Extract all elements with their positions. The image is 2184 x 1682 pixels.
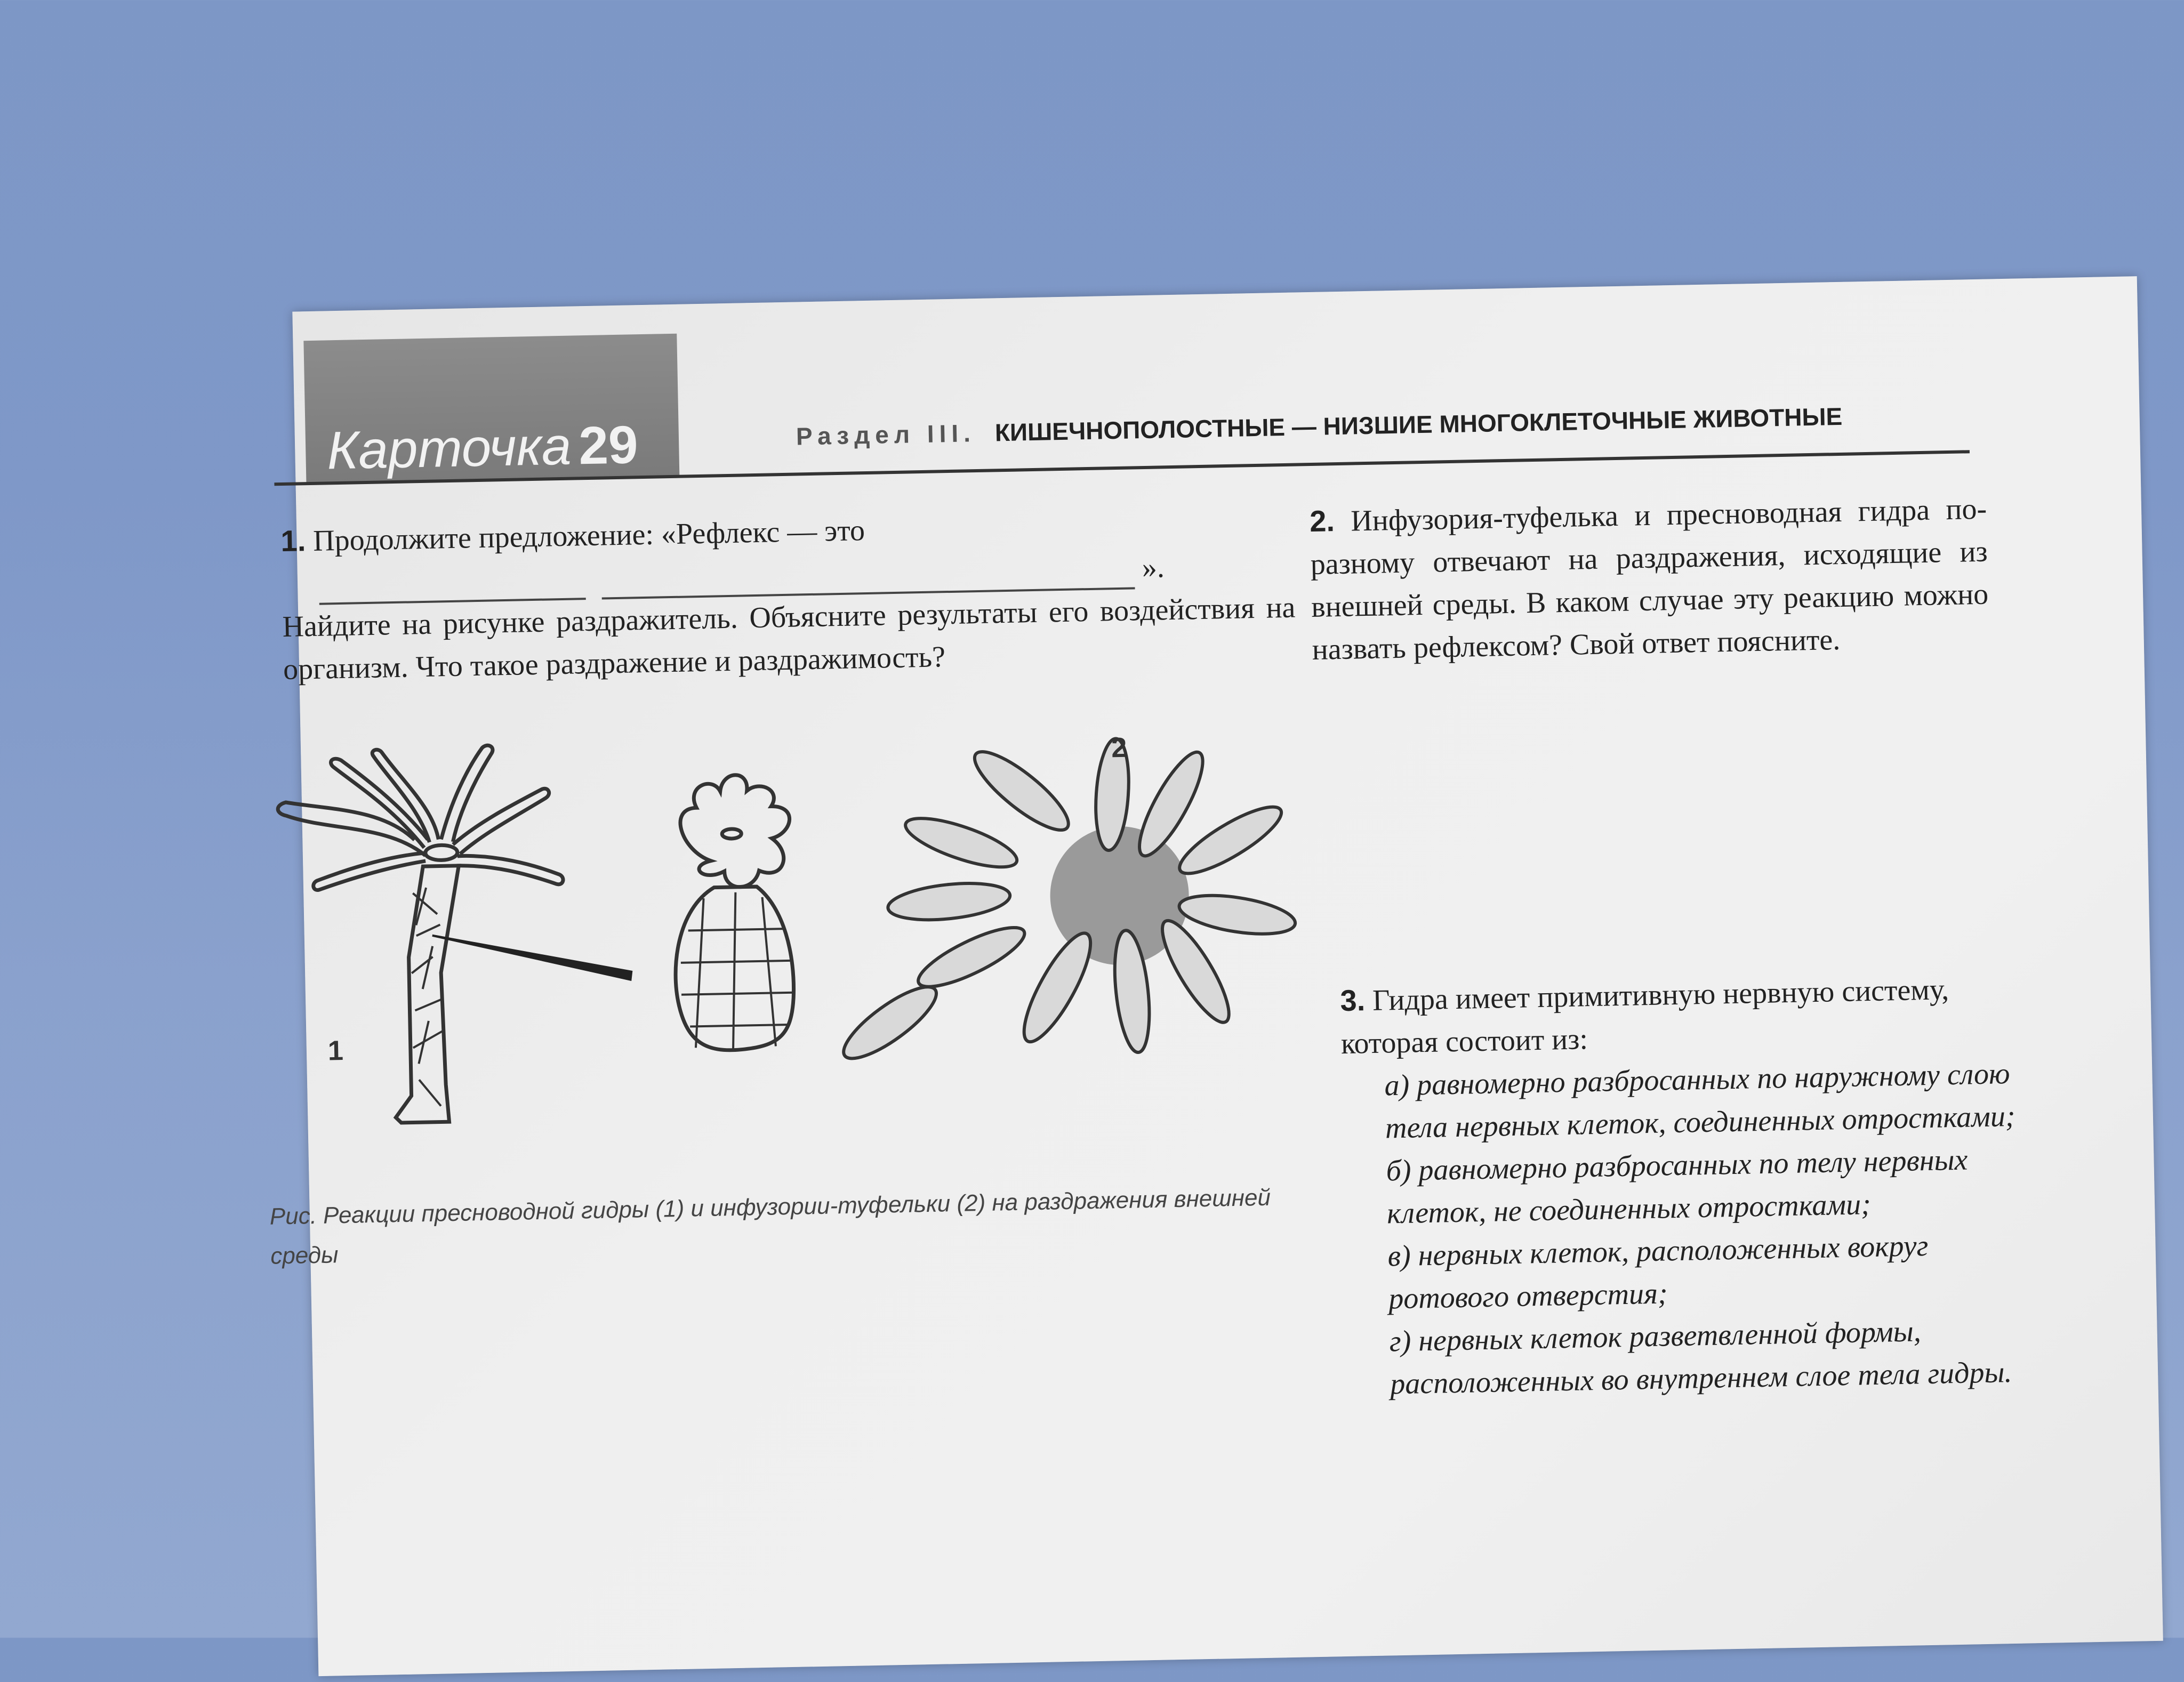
question-3-intro: Гидра имеет примитивную нервную систему, которая состоит из: (1340, 973, 1949, 1061)
question-2-text: Инфузория-туфелька и пресноводная гидра по-разному отвечают на раздражения, исходящие из внешней среды. В каком случае эту реакцию можно назвать рефлексом? Свой ответ поясните. (1310, 492, 1989, 666)
question-1-close: ». (1142, 551, 1165, 585)
paramecium (965, 741, 1078, 841)
hydra-contracted (672, 774, 795, 1051)
option-d: г) нервных клеток разветвленной формы, расположенных во внутреннем слое тела гидры. (1389, 1315, 2012, 1401)
question-3 (1340, 967, 2025, 1406)
card-number: 29 (578, 415, 639, 476)
paramecium (1013, 925, 1102, 1049)
figure-drawing (253, 715, 1354, 1163)
paramecium (912, 917, 1031, 997)
hydra-extended (277, 744, 568, 1125)
section-prefix: Раздел III. (796, 419, 976, 450)
card-banner (303, 334, 679, 485)
option-c: в) нервных клеток, расположенных вокруг ротового отверстия; (1387, 1229, 1929, 1316)
paramecium-single (834, 976, 945, 1069)
question-2 (1309, 487, 1989, 671)
section-title: КИШЕЧНОПОЛОСТНЫЕ — НИЗШИЕ МНОГОКЛЕТОЧНЫЕ ЖИВОТНЫЕ (994, 402, 1843, 447)
paramecia-cluster (829, 734, 1301, 1069)
figure-caption: Рис. Реакции пресноводной гидры (1) и инфузории-туфельки (2) на раздражения внешней среды (269, 1184, 1271, 1269)
stimulus-needle (432, 932, 632, 984)
figure-label-2: 2 (1111, 732, 1127, 764)
question-2-number: 2. (1309, 504, 1335, 538)
figure-label-1: 1 (327, 1035, 344, 1067)
option-a: а) равномерно разбросанных по наружному слою тела нервных клеток, соединенных отростками; (1384, 1057, 2016, 1145)
question-1-number: 1. (280, 524, 306, 558)
paramecium (1177, 889, 1298, 940)
question-1-line1: Продолжите предложение: «Рефлекс — это (312, 514, 865, 558)
paramecium (901, 809, 1022, 877)
question-3-number: 3. (1339, 983, 1366, 1018)
card-title (326, 414, 638, 481)
question-1-rest: Найдите на рисунке раздражитель. Объясните результаты его воздействия на организм. Что такое раздражение и раздражимость? (282, 591, 1296, 687)
hydra-tentacles (277, 744, 563, 891)
card-label: Карточка (326, 416, 572, 481)
paramecium (1172, 796, 1289, 884)
paramecium (886, 878, 1011, 925)
question-1 (280, 501, 1297, 691)
option-b: б) равномерно разбросанных по телу нервных клеток, не соединенных отростками; (1386, 1143, 1968, 1230)
